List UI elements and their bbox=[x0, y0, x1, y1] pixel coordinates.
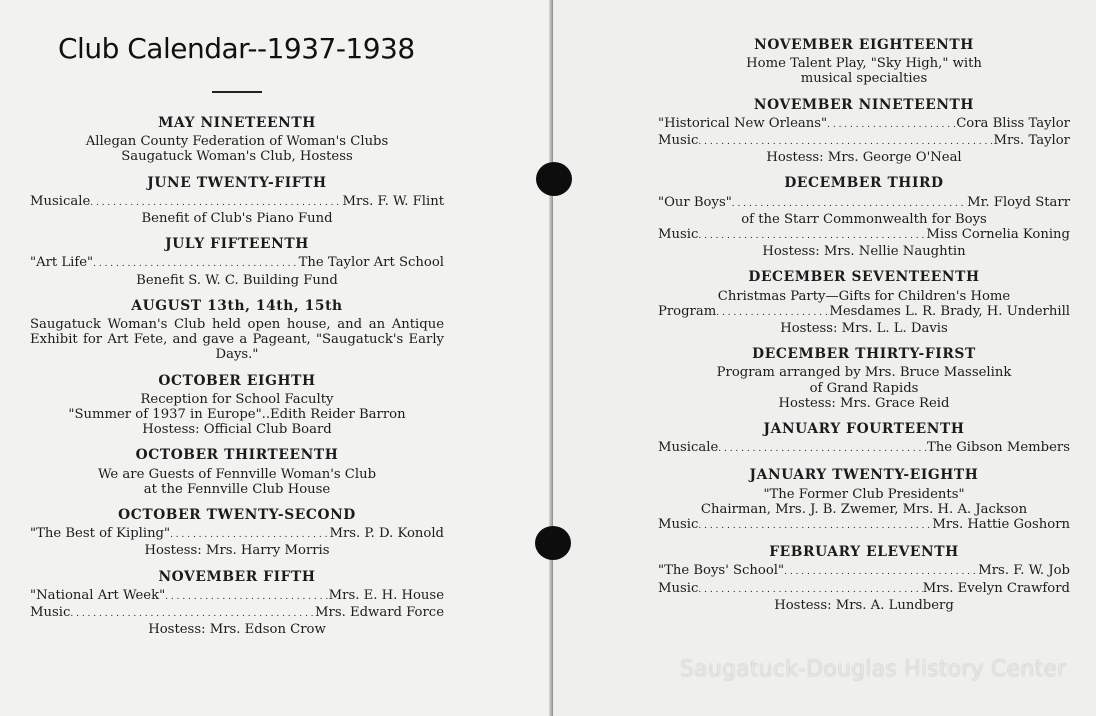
title-divider bbox=[212, 91, 262, 93]
leader-dots bbox=[698, 581, 922, 598]
entry-detail-line: Hostess: Mrs. A. Lundberg bbox=[774, 597, 954, 613]
leader-dots bbox=[170, 526, 329, 543]
program-line bbox=[30, 194, 444, 211]
program-item: Music bbox=[658, 133, 699, 149]
program-line bbox=[30, 255, 444, 272]
program-item: Musicale bbox=[30, 193, 91, 209]
program-item: Musicale bbox=[658, 440, 719, 456]
program-presenter: Cora Bliss Taylor bbox=[956, 115, 1070, 131]
entry-detail-line: musical specialties bbox=[800, 71, 928, 87]
program-presenter: Mrs. Edward Force bbox=[315, 605, 444, 621]
program-presenter: The Gibson Members bbox=[926, 440, 1070, 456]
entry-detail-line: Program arranged by Mrs. Bruce Masselink bbox=[716, 365, 1012, 381]
program-line bbox=[658, 581, 1070, 598]
entry-detail-line: Hostess: Mrs. George O'Neal bbox=[766, 150, 962, 166]
program-line bbox=[658, 116, 1070, 133]
entry-detail-line: "Summer of 1937 in Europe"..Edith Reider Barron bbox=[68, 407, 406, 423]
program-item: Music bbox=[658, 517, 699, 533]
program-item: Program bbox=[658, 303, 717, 319]
program-presenter: Mrs. Taylor bbox=[993, 133, 1070, 149]
entry-date-heading: MAY NINETEENTH bbox=[158, 115, 316, 131]
entry-detail-line: Hostess: Mrs. Harry Morris bbox=[144, 543, 330, 559]
entry-detail-line: Hostess: Mrs. Grace Reid bbox=[778, 395, 950, 411]
watermark: Saugatuck-Douglas History Center bbox=[680, 657, 1067, 682]
page-title: Club Calendar--1937-1938 bbox=[58, 32, 415, 65]
entry-detail-line: of Grand Rapids bbox=[809, 380, 919, 396]
program-presenter: Mrs. E. H. House bbox=[328, 587, 444, 603]
entry-detail-line: Chairman, Mrs. J. B. Zwemer, Mrs. H. A. Jackson bbox=[700, 501, 1028, 517]
leader-dots bbox=[698, 517, 932, 534]
entry-date-heading: NOVEMBER FIFTH bbox=[158, 568, 316, 585]
entry-detail-line: Hostess: Mrs. Edson Crow bbox=[148, 622, 326, 638]
entry-detail-line: of the Starr Commonwealth for Boys bbox=[741, 211, 987, 227]
program-line bbox=[658, 133, 1070, 150]
program-line bbox=[658, 304, 1070, 321]
entry-date-heading: OCTOBER THIRTEENTH bbox=[135, 447, 339, 464]
entry-date-heading: NOVEMBER EIGHTEENTH bbox=[754, 37, 974, 53]
entry-date-heading: NOVEMBER NINETEENTH bbox=[753, 96, 975, 113]
entry-date-heading: JANUARY FOURTEENTH bbox=[763, 421, 965, 438]
entry-date-heading: DECEMBER SEVENTEENTH bbox=[748, 269, 980, 286]
leader-dots bbox=[716, 304, 829, 321]
program-item: "The Best of Kipling" bbox=[30, 526, 171, 542]
right-calendar-column bbox=[658, 38, 1070, 613]
entry-detail-line: Saugatuck Woman's Club held open house, and an Antique Exhibit for Art Fete, and gave a Pageant, "Saugatuck's Early Days." bbox=[30, 317, 444, 363]
program-line bbox=[30, 605, 444, 622]
program-item: Music bbox=[30, 605, 71, 621]
program-line bbox=[658, 517, 1070, 534]
binding-hole-bottom bbox=[535, 526, 571, 560]
entry-date-heading: OCTOBER EIGHTH bbox=[158, 372, 316, 389]
entry-detail-line: Reception for School Faculty bbox=[140, 391, 334, 407]
program-presenter: Mesdames L. R. Brady, H. Underhill bbox=[829, 303, 1070, 319]
program-line bbox=[658, 195, 1070, 212]
program-item: "Historical New Orleans" bbox=[658, 115, 828, 131]
entry-date-heading: AUGUST 13th, 14th, 15th bbox=[131, 297, 343, 314]
program-item: "National Art Week" bbox=[30, 587, 166, 603]
entry-detail-line: Benefit of Club's Piano Fund bbox=[141, 211, 333, 227]
program-presenter: Miss Cornelia Koning bbox=[926, 227, 1070, 243]
entry-date-heading: DECEMBER THIRTY-FIRST bbox=[752, 346, 976, 363]
program-item: "The Boys' School" bbox=[658, 563, 785, 579]
leader-dots bbox=[784, 563, 978, 580]
entry-detail-line: We are Guests of Fennville Woman's Club bbox=[97, 466, 377, 482]
program-presenter: Mrs. Evelyn Crawford bbox=[922, 580, 1070, 596]
program-item: "Art Life" bbox=[30, 255, 94, 271]
leader-dots bbox=[165, 588, 328, 605]
program-line bbox=[30, 588, 444, 605]
entry-detail-line: Hostess: Mrs. L. L. Davis bbox=[780, 321, 948, 337]
leader-dots bbox=[93, 255, 299, 272]
program-presenter: Mrs. F. W. Flint bbox=[342, 193, 444, 209]
program-line bbox=[658, 440, 1070, 457]
entry-detail-line: Hostess: Official Club Board bbox=[142, 422, 332, 438]
program-item: Music bbox=[658, 580, 699, 596]
entry-date-heading: JULY FIFTEENTH bbox=[165, 236, 309, 253]
program-line bbox=[658, 563, 1070, 580]
binding-hole-top bbox=[536, 162, 572, 196]
entry-detail-line: Benefit S. W. C. Building Fund bbox=[136, 272, 338, 288]
program-presenter: Mrs. Hattie Goshorn bbox=[932, 517, 1070, 533]
program-presenter: Mr. Floyd Starr bbox=[967, 194, 1070, 210]
entry-date-heading: FEBRUARY ELEVENTH bbox=[769, 544, 959, 561]
entry-detail-line: "The Former Club Presidents" bbox=[763, 486, 965, 502]
leader-dots bbox=[718, 440, 927, 457]
entry-detail-line: at the Fennville Club House bbox=[143, 481, 331, 497]
program-presenter: The Taylor Art School bbox=[298, 255, 444, 271]
leader-dots bbox=[90, 194, 342, 211]
entry-detail-line: Allegan County Federation of Woman's Clubs bbox=[85, 134, 389, 150]
leader-dots bbox=[698, 133, 993, 150]
leader-dots bbox=[698, 227, 926, 244]
entry-detail-line: Hostess: Mrs. Nellie Naughtin bbox=[762, 244, 966, 260]
entry-date-heading: DECEMBER THIRD bbox=[784, 175, 944, 192]
entry-date-heading: OCTOBER TWENTY-SECOND bbox=[118, 507, 356, 524]
program-presenter: Mrs. F. W. Job bbox=[978, 563, 1070, 579]
entry-detail-line: Home Talent Play, "Sky High," with bbox=[746, 56, 982, 72]
program-item: Music bbox=[658, 227, 699, 243]
left-calendar-column bbox=[30, 116, 444, 637]
program-item: "Our Boys" bbox=[658, 194, 732, 210]
leader-dots bbox=[732, 195, 967, 212]
entry-detail-line: Saugatuck Woman's Club, Hostess bbox=[121, 149, 353, 165]
entry-date-heading: JUNE TWENTY-FIFTH bbox=[147, 174, 327, 191]
program-presenter: Mrs. P. D. Konold bbox=[329, 526, 444, 542]
program-line bbox=[30, 526, 444, 543]
leader-dots bbox=[827, 116, 956, 133]
entry-date-heading: JANUARY TWENTY-EIGHTH bbox=[749, 467, 979, 484]
program-line bbox=[658, 227, 1070, 244]
leader-dots bbox=[70, 605, 315, 622]
entry-detail-line: Christmas Party—Gifts for Children's Home bbox=[717, 288, 1011, 304]
